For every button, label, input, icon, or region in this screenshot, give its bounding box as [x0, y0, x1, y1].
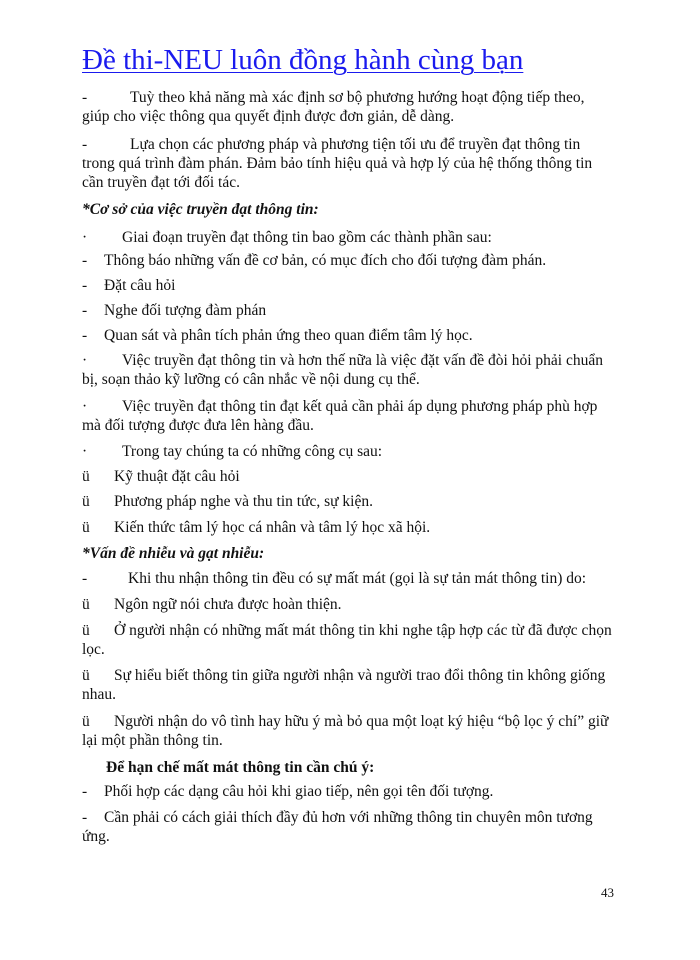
- section-heading: *Vấn đề nhiễu và gạt nhiễu:: [82, 545, 265, 562]
- list-marker: ü: [82, 667, 90, 684]
- list-text: Việc truyền đạt thông tin đạt kết quả cần phải áp dụng phương pháp phù hợp mà đối tượng được đưa lên hàng đầu.: [82, 398, 598, 434]
- list-text: Phương pháp nghe và thu tin tức, sự kiện.: [114, 493, 373, 510]
- list-text: Cần phải có cách giải thích đầy đủ hơn với những thông tin chuyên môn tương ứng.: [82, 809, 593, 845]
- list-item: [82, 397, 614, 435]
- list-text: Người nhận do vô tình hay hữu ý mà bỏ qua một loạt ký hiệu “bộ lọc ý chí” giữ lại một phần thông tin.: [82, 713, 609, 749]
- list-item: [82, 808, 614, 846]
- list-item: [82, 666, 614, 704]
- list-item: [82, 595, 614, 614]
- list-text: Quan sát và phân tích phản ứng theo quan điểm tâm lý học.: [104, 327, 473, 344]
- list-item: [82, 712, 614, 750]
- list-item: [82, 251, 614, 270]
- list-marker: -: [82, 252, 88, 269]
- list-marker: -: [82, 809, 88, 826]
- list-marker: ·: [82, 443, 88, 460]
- list-marker: -: [82, 783, 88, 800]
- list-marker: ü: [82, 493, 90, 510]
- list-marker: ·: [82, 352, 88, 369]
- list-marker: ü: [82, 622, 90, 639]
- list-text: Ngôn ngữ nói chưa được hoàn thiện.: [114, 596, 342, 613]
- list-marker: -: [82, 89, 88, 106]
- list-item: [82, 351, 614, 389]
- list-text: Kiến thức tâm lý học cá nhân và tâm lý học xã hội.: [114, 519, 431, 536]
- list-text: Đặt câu hỏi: [104, 277, 176, 294]
- list-item: [82, 467, 614, 486]
- list-marker: ü: [82, 519, 90, 536]
- list-item: [82, 228, 614, 247]
- page-header: Đề thi-NEU luôn đồng hành cùng bạn: [82, 44, 524, 76]
- list-marker: ü: [82, 596, 90, 613]
- list-text: Việc truyền đạt thông tin và hơn thế nữa là việc đặt vấn đề đòi hỏi phải chuẩn bị, soạn thảo kỹ lưỡng có cân nhắc về nội dung cụ thể.: [82, 352, 603, 388]
- list-marker: -: [82, 327, 88, 344]
- list-text: Kỹ thuật đặt câu hỏi: [114, 468, 240, 485]
- list-marker: ·: [82, 229, 88, 246]
- list-marker: ü: [82, 713, 90, 730]
- list-text: Trong tay chúng ta có những công cụ sau:: [122, 443, 383, 460]
- list-item: [82, 782, 614, 801]
- section-heading: *Cơ sở của việc truyền đạt thông tin:: [82, 201, 319, 218]
- list-item: [82, 301, 614, 320]
- list-text: Giai đoạn truyền đạt thông tin bao gồm các thành phần sau:: [122, 229, 492, 246]
- list-item: [82, 569, 614, 588]
- list-text: Lựa chọn các phương pháp và phương tiện tối ưu để truyền đạt thông tin trong quá trình đàm phán. Đảm bảo tính hiệu quả và hợp lý của hệ thống thông tin cần truyền đạt tới đối tác.: [82, 136, 593, 191]
- list-item: [82, 518, 614, 537]
- list-marker: -: [82, 570, 88, 587]
- list-item: [82, 492, 614, 511]
- list-item: [82, 88, 614, 126]
- list-item: [82, 276, 614, 295]
- list-text: Thông báo những vấn đề cơ bản, có mục đích cho đối tượng đàm phán.: [104, 252, 547, 269]
- list-marker: -: [82, 302, 88, 319]
- list-text: Sự hiểu biết thông tin giữa người nhận và người trao đổi thông tin không giống nhau.: [82, 667, 606, 703]
- list-text: Phối hợp các dạng câu hỏi khi giao tiếp, nên gọi tên đối tượng.: [104, 783, 494, 800]
- list-item: [82, 442, 614, 461]
- list-item: [82, 621, 614, 659]
- list-item: [82, 326, 614, 345]
- list-marker: -: [82, 277, 88, 294]
- list-text: Ở người nhận có những mất mát thông tin khi nghe tập hợp các từ đã được chọn lọc.: [82, 622, 612, 658]
- page-number: 43: [601, 885, 614, 900]
- list-text: Nghe đối tượng đàm phán: [104, 302, 267, 319]
- list-marker: ü: [82, 468, 90, 485]
- subheading: Để hạn chế mất mát thông tin cần chú ý:: [106, 759, 375, 776]
- list-text: Tuỳ theo khả năng mà xác định sơ bộ phương hướng hoạt động tiếp theo, giúp cho việc thông qua quyết định được đơn giản, dễ dàng.: [82, 89, 585, 125]
- list-text: Khi thu nhận thông tin đều có sự mất mát (gọi là sự tản mát thông tin) do:: [128, 570, 587, 587]
- list-marker: -: [82, 136, 88, 153]
- list-marker: ·: [82, 398, 88, 415]
- list-item: [82, 135, 614, 192]
